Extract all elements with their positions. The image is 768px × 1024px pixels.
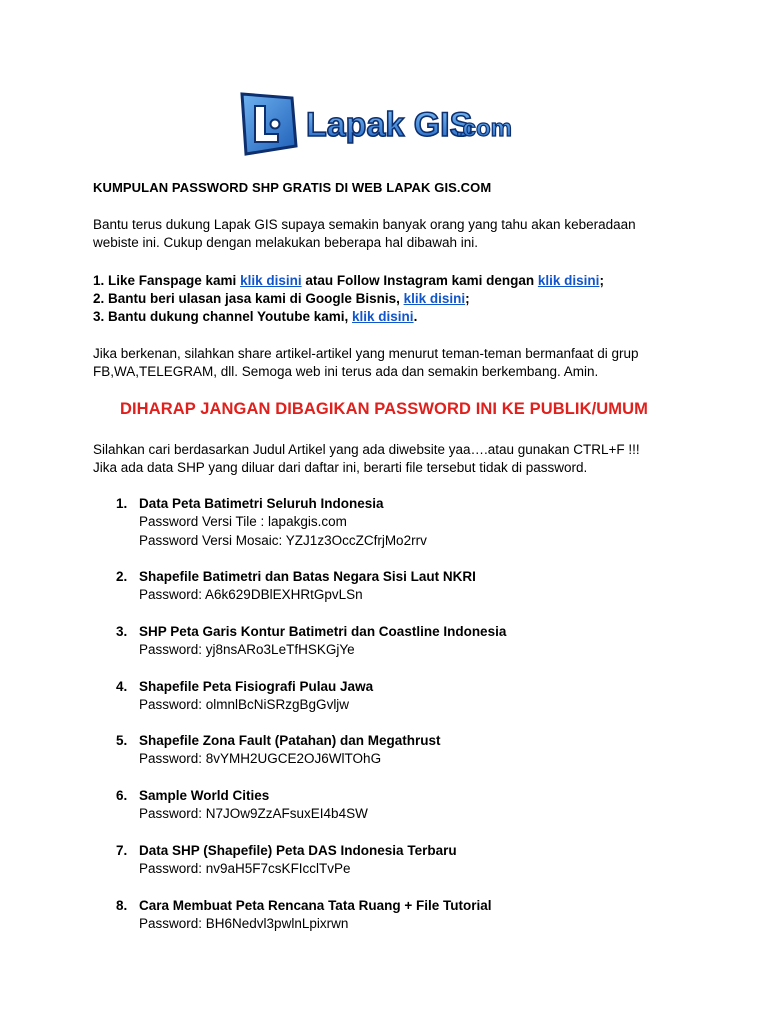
item-password: Password: olmnlBcNiSRzgBgGvljw	[139, 697, 350, 712]
item-password: Password: BH6Nedvl3pwlnLpixrwn	[139, 916, 349, 931]
item-password: Password: A6k629DBlEXHRtGpvLSn	[139, 587, 363, 602]
item-number: 1.	[116, 496, 128, 511]
support-steps	[93, 272, 683, 326]
item-title: Data Peta Batimetri Seluruh Indonesia	[139, 496, 384, 511]
intro-paragraph	[93, 216, 683, 252]
logo-text: Lapak GIS	[306, 106, 473, 144]
item-number: 7.	[116, 843, 128, 858]
instagram-link[interactable]: klik disini	[537, 273, 600, 288]
google-bisnis-link[interactable]: klik disini	[403, 291, 466, 306]
item-password: Password Versi Mosaic: YZJ1z3OccZCfrjMo2rrv	[139, 533, 427, 548]
warning-heading: DIHARAP JANGAN DIBAGIKAN PASSWORD INI KE PUBLIK/UMUM	[119, 400, 649, 418]
share-line-1: Jika berkenan, silahkan share artikel-artikel yang menurut teman-teman bermanfaat di grup	[93, 346, 639, 361]
search-note	[93, 441, 683, 477]
intro-line-1: Bantu terus dukung Lapak GIS supaya semakin banyak orang yang tahu akan keberadaan	[93, 217, 636, 232]
item-title: Cara Membuat Peta Rencana Tata Ruang + File Tutorial	[139, 898, 492, 913]
item-title: SHP Peta Garis Kontur Batimetri dan Coastline Indonesia	[139, 624, 507, 639]
item-title: Shapefile Zona Fault (Patahan) dan Megathrust	[139, 733, 441, 748]
item-number: 5.	[116, 733, 128, 748]
step-3-text: 3. Bantu dukung channel Youtube kami,	[93, 309, 353, 324]
step-1	[93, 272, 683, 290]
logo-graphic	[238, 90, 528, 158]
step-2	[93, 290, 683, 308]
lapakgis-logo	[238, 90, 528, 158]
step-1-text: 1. Like Fanspage kami	[93, 273, 241, 288]
share-line-2: FB,WA,TELEGRAM, dll. Semoga web ini terus ada dan semakin berkembang. Amin.	[93, 364, 599, 379]
fanspage-link[interactable]: klik disini	[240, 273, 302, 288]
share-paragraph	[93, 345, 683, 381]
intro-line-2: webiste ini. Cukup dengan melakukan beberapa hal dibawah ini.	[93, 235, 479, 250]
item-password: Password: yj8nsARo3LeTfHSKGjYe	[139, 642, 355, 657]
step-1-middle: atau Follow Instagram kami dengan	[301, 273, 538, 288]
step-3	[93, 308, 683, 326]
item-password: Password: N7JOw9ZzAFsuxEI4b4SW	[139, 806, 368, 821]
document-title: KUMPULAN PASSWORD SHP GRATIS DI WEB LAPAK GIS.COM	[93, 180, 492, 195]
item-number: 8.	[116, 898, 128, 913]
item-password: Password Versi Tile : lapakgis.com	[139, 514, 347, 529]
item-number: 4.	[116, 679, 128, 694]
item-title: Data SHP (Shapefile) Peta DAS Indonesia Terbaru	[139, 843, 457, 858]
item-number: 2.	[116, 569, 128, 584]
item-password: Password: 8vYMH2UGCE2OJ6WlTOhG	[139, 751, 382, 766]
item-number: 3.	[116, 624, 128, 639]
step-2-text: 2. Bantu beri ulasan jasa kami di Google Bisnis,	[93, 291, 404, 306]
item-title: Sample World Cities	[139, 788, 270, 803]
item-title: Shapefile Peta Fisiografi Pulau Jawa	[139, 679, 374, 694]
step-2-suffix: ;	[465, 291, 470, 306]
search-note-line-2: Jika ada data SHP yang diluar dari daftar ini, berarti file tersebut tidak di password.	[93, 460, 588, 475]
logo-suffix: .com	[456, 115, 513, 142]
item-title: Shapefile Batimetri dan Batas Negara Sisi Laut NKRI	[139, 569, 476, 584]
youtube-link[interactable]: klik disini	[352, 309, 414, 324]
search-note-line-1: Silahkan cari berdasarkan Judul Artikel yang ada diwebsite yaa….atau gunakan CTRL+F !!!	[93, 442, 640, 457]
item-number: 6.	[116, 788, 128, 803]
step-1-suffix: ;	[599, 273, 604, 288]
step-3-suffix: .	[413, 309, 418, 324]
item-password: Password: nv9aH5F7csKFIcclTvPe	[139, 861, 351, 876]
